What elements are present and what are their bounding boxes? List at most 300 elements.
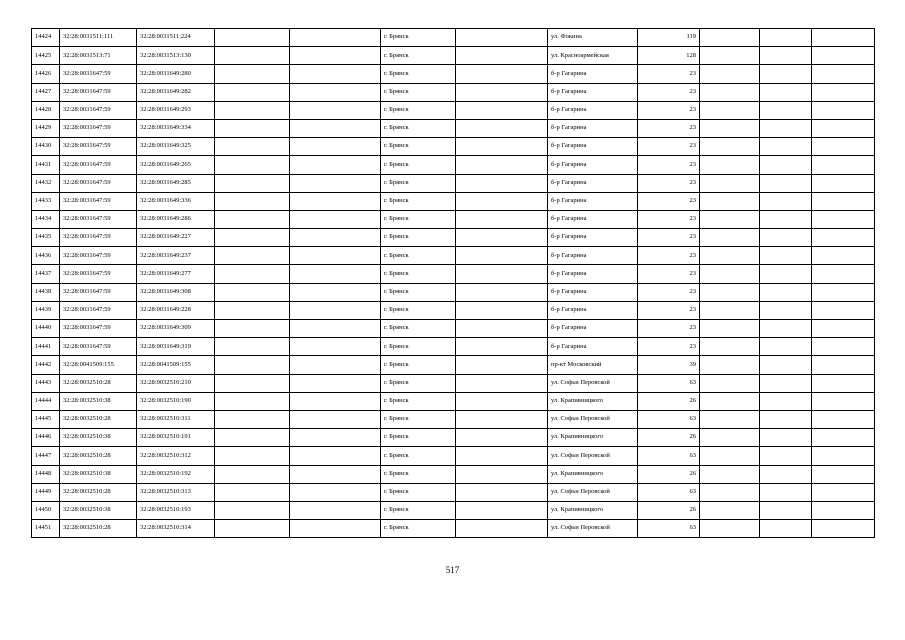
street-cell: ул. Софьи Перовской xyxy=(548,520,638,538)
empty-cell xyxy=(215,138,290,156)
empty-cell xyxy=(215,192,290,210)
house-number-cell: 23 xyxy=(638,301,700,319)
table-row xyxy=(32,83,875,101)
street-cell: б-р Гагарина xyxy=(548,301,638,319)
empty-cell xyxy=(215,374,290,392)
table-row xyxy=(32,320,875,338)
empty-cell xyxy=(215,338,290,356)
empty-cell xyxy=(812,320,875,338)
row-number-cell: 14441 xyxy=(32,338,60,356)
table-row xyxy=(32,520,875,538)
street-cell: б-р Гагарина xyxy=(548,65,638,83)
house-number-cell: 23 xyxy=(638,283,700,301)
locality-cell: г. Брянск xyxy=(381,465,456,483)
locality-cell: г. Брянск xyxy=(381,283,456,301)
object-cadastral-cell: 32:28:0032510:314 xyxy=(137,520,215,538)
empty-cell xyxy=(760,301,812,319)
locality-cell: г. Брянск xyxy=(381,119,456,137)
street-cell: б-р Гагарина xyxy=(548,83,638,101)
row-number-cell: 14451 xyxy=(32,520,60,538)
row-number-cell: 14449 xyxy=(32,483,60,501)
house-number-cell: 26 xyxy=(638,429,700,447)
locality-cell: г. Брянск xyxy=(381,83,456,101)
empty-cell xyxy=(760,501,812,519)
table-row xyxy=(32,429,875,447)
empty-cell xyxy=(760,29,812,47)
empty-cell xyxy=(456,265,548,283)
house-number-cell: 23 xyxy=(638,83,700,101)
land-cadastral-cell: 32:28:0031647:59 xyxy=(60,247,137,265)
object-cadastral-cell: 32:28:0031511:224 xyxy=(137,29,215,47)
object-cadastral-cell: 32:28:0032510:311 xyxy=(137,410,215,428)
empty-cell xyxy=(700,101,760,119)
locality-cell: г. Брянск xyxy=(381,65,456,83)
empty-cell xyxy=(215,65,290,83)
object-cadastral-cell: 32:28:0041509:155 xyxy=(137,356,215,374)
table-row xyxy=(32,65,875,83)
row-number-cell: 14439 xyxy=(32,301,60,319)
empty-cell xyxy=(215,392,290,410)
table-row xyxy=(32,283,875,301)
land-cadastral-cell: 32:28:0032510:38 xyxy=(60,465,137,483)
land-cadastral-cell: 32:28:0031511:111 xyxy=(60,29,137,47)
empty-cell xyxy=(456,338,548,356)
table-row xyxy=(32,374,875,392)
house-number-cell: 23 xyxy=(638,265,700,283)
empty-cell xyxy=(812,101,875,119)
empty-cell xyxy=(215,356,290,374)
empty-cell xyxy=(456,410,548,428)
row-number-cell: 14444 xyxy=(32,392,60,410)
empty-cell xyxy=(290,65,381,83)
empty-cell xyxy=(700,174,760,192)
table-row xyxy=(32,210,875,228)
locality-cell: г. Брянск xyxy=(381,210,456,228)
empty-cell xyxy=(215,119,290,137)
empty-cell xyxy=(812,392,875,410)
empty-cell xyxy=(215,156,290,174)
street-cell: ул. Крапивницкого xyxy=(548,429,638,447)
empty-cell xyxy=(700,210,760,228)
empty-cell xyxy=(812,429,875,447)
table-row xyxy=(32,265,875,283)
empty-cell xyxy=(812,283,875,301)
row-number-cell: 14442 xyxy=(32,356,60,374)
empty-cell xyxy=(700,356,760,374)
empty-cell xyxy=(456,374,548,392)
street-cell: ул. Крапивницкого xyxy=(548,501,638,519)
empty-cell xyxy=(456,392,548,410)
street-cell: ул. Софьи Перовской xyxy=(548,410,638,428)
empty-cell xyxy=(812,65,875,83)
empty-cell xyxy=(290,156,381,174)
empty-cell xyxy=(812,265,875,283)
empty-cell xyxy=(290,47,381,65)
street-cell: б-р Гагарина xyxy=(548,283,638,301)
empty-cell xyxy=(760,520,812,538)
empty-cell xyxy=(456,29,548,47)
house-number-cell: 23 xyxy=(638,338,700,356)
empty-cell xyxy=(700,265,760,283)
empty-cell xyxy=(812,29,875,47)
locality-cell: г. Брянск xyxy=(381,338,456,356)
locality-cell: г. Брянск xyxy=(381,192,456,210)
land-cadastral-cell: 32:28:0031647:59 xyxy=(60,138,137,156)
empty-cell xyxy=(812,338,875,356)
empty-cell xyxy=(456,210,548,228)
empty-cell xyxy=(700,374,760,392)
empty-cell xyxy=(760,483,812,501)
empty-cell xyxy=(760,210,812,228)
row-number-cell: 14435 xyxy=(32,229,60,247)
street-cell: б-р Гагарина xyxy=(548,320,638,338)
empty-cell xyxy=(760,192,812,210)
object-cadastral-cell: 32:28:0031649:309 xyxy=(137,320,215,338)
object-cadastral-cell: 32:28:0031649:265 xyxy=(137,156,215,174)
empty-cell xyxy=(760,374,812,392)
empty-cell xyxy=(456,301,548,319)
empty-cell xyxy=(290,119,381,137)
empty-cell xyxy=(215,47,290,65)
object-cadastral-cell: 32:28:0031649:237 xyxy=(137,247,215,265)
table-row xyxy=(32,410,875,428)
empty-cell xyxy=(290,247,381,265)
locality-cell: г. Брянск xyxy=(381,447,456,465)
house-number-cell: 23 xyxy=(638,320,700,338)
street-cell: ул. Крапивницкого xyxy=(548,392,638,410)
row-number-cell: 14447 xyxy=(32,447,60,465)
empty-cell xyxy=(812,374,875,392)
empty-cell xyxy=(215,83,290,101)
table-row xyxy=(32,447,875,465)
empty-cell xyxy=(812,247,875,265)
street-cell: ул. Крапивницкого xyxy=(548,465,638,483)
table-row xyxy=(32,119,875,137)
row-number-cell: 14448 xyxy=(32,465,60,483)
house-number-cell: 23 xyxy=(638,192,700,210)
row-number-cell: 14425 xyxy=(32,47,60,65)
row-number-cell: 14433 xyxy=(32,192,60,210)
locality-cell: г. Брянск xyxy=(381,174,456,192)
house-number-cell: 63 xyxy=(638,447,700,465)
house-number-cell: 119 xyxy=(638,29,700,47)
empty-cell xyxy=(215,29,290,47)
empty-cell xyxy=(456,447,548,465)
house-number-cell: 26 xyxy=(638,501,700,519)
empty-cell xyxy=(215,447,290,465)
empty-cell xyxy=(290,520,381,538)
empty-cell xyxy=(812,301,875,319)
empty-cell xyxy=(760,156,812,174)
street-cell: б-р Гагарина xyxy=(548,265,638,283)
empty-cell xyxy=(290,320,381,338)
table-row xyxy=(32,338,875,356)
house-number-cell: 128 xyxy=(638,47,700,65)
street-cell: б-р Гагарина xyxy=(548,229,638,247)
table-row xyxy=(32,356,875,374)
empty-cell xyxy=(760,447,812,465)
empty-cell xyxy=(760,83,812,101)
object-cadastral-cell: 32:28:0031649:227 xyxy=(137,229,215,247)
house-number-cell: 23 xyxy=(638,138,700,156)
row-number-cell: 14432 xyxy=(32,174,60,192)
empty-cell xyxy=(290,356,381,374)
street-cell: б-р Гагарина xyxy=(548,338,638,356)
locality-cell: г. Брянск xyxy=(381,229,456,247)
object-cadastral-cell: 32:28:0031649:336 xyxy=(137,192,215,210)
empty-cell xyxy=(812,174,875,192)
land-cadastral-cell: 32:28:0032510:28 xyxy=(60,447,137,465)
empty-cell xyxy=(812,210,875,228)
land-cadastral-cell: 32:28:0032510:28 xyxy=(60,520,137,538)
land-cadastral-cell: 32:28:0031513:71 xyxy=(60,47,137,65)
land-cadastral-cell: 32:28:0031647:59 xyxy=(60,119,137,137)
empty-cell xyxy=(760,338,812,356)
empty-cell xyxy=(215,410,290,428)
land-cadastral-cell: 32:28:0031647:59 xyxy=(60,301,137,319)
table-row xyxy=(32,247,875,265)
house-number-cell: 26 xyxy=(638,465,700,483)
object-cadastral-cell: 32:28:0031649:308 xyxy=(137,283,215,301)
empty-cell xyxy=(700,29,760,47)
empty-cell xyxy=(760,65,812,83)
house-number-cell: 63 xyxy=(638,410,700,428)
object-cadastral-cell: 32:28:0031649:285 xyxy=(137,174,215,192)
street-cell: б-р Гагарина xyxy=(548,192,638,210)
street-cell: ул. Софьи Перовской xyxy=(548,483,638,501)
house-number-cell: 23 xyxy=(638,229,700,247)
empty-cell xyxy=(700,410,760,428)
empty-cell xyxy=(290,392,381,410)
house-number-cell: 63 xyxy=(638,483,700,501)
empty-cell xyxy=(456,229,548,247)
empty-cell xyxy=(456,320,548,338)
empty-cell xyxy=(700,392,760,410)
registry-table-body xyxy=(32,29,875,538)
empty-cell xyxy=(760,101,812,119)
empty-cell xyxy=(700,65,760,83)
row-number-cell: 14450 xyxy=(32,501,60,519)
land-cadastral-cell: 32:28:0031647:59 xyxy=(60,265,137,283)
empty-cell xyxy=(760,356,812,374)
empty-cell xyxy=(760,265,812,283)
street-cell: б-р Гагарина xyxy=(548,101,638,119)
empty-cell xyxy=(456,247,548,265)
empty-cell xyxy=(812,138,875,156)
empty-cell xyxy=(215,229,290,247)
land-cadastral-cell: 32:28:0031647:59 xyxy=(60,101,137,119)
empty-cell xyxy=(290,301,381,319)
object-cadastral-cell: 32:28:0032510:210 xyxy=(137,374,215,392)
house-number-cell: 23 xyxy=(638,156,700,174)
empty-cell xyxy=(215,101,290,119)
empty-cell xyxy=(812,229,875,247)
empty-cell xyxy=(812,156,875,174)
empty-cell xyxy=(700,520,760,538)
house-number-cell: 23 xyxy=(638,101,700,119)
locality-cell: г. Брянск xyxy=(381,374,456,392)
empty-cell xyxy=(215,483,290,501)
empty-cell xyxy=(215,174,290,192)
empty-cell xyxy=(290,265,381,283)
empty-cell xyxy=(812,83,875,101)
object-cadastral-cell: 32:28:0031649:286 xyxy=(137,210,215,228)
empty-cell xyxy=(812,501,875,519)
empty-cell xyxy=(290,83,381,101)
object-cadastral-cell: 32:28:0032510:313 xyxy=(137,483,215,501)
street-cell: ул. Софьи Перовской xyxy=(548,374,638,392)
row-number-cell: 14424 xyxy=(32,29,60,47)
empty-cell xyxy=(215,247,290,265)
street-cell: б-р Гагарина xyxy=(548,247,638,265)
empty-cell xyxy=(290,447,381,465)
table-row xyxy=(32,138,875,156)
land-cadastral-cell: 32:28:0032510:38 xyxy=(60,429,137,447)
empty-cell xyxy=(812,410,875,428)
street-cell: пр-кт Московский xyxy=(548,356,638,374)
locality-cell: г. Брянск xyxy=(381,265,456,283)
empty-cell xyxy=(700,138,760,156)
table-row xyxy=(32,392,875,410)
empty-cell xyxy=(290,410,381,428)
table-row xyxy=(32,156,875,174)
empty-cell xyxy=(700,247,760,265)
empty-cell xyxy=(290,338,381,356)
street-cell: б-р Гагарина xyxy=(548,210,638,228)
page-number: 517 xyxy=(445,565,460,575)
empty-cell xyxy=(290,283,381,301)
land-cadastral-cell: 32:28:0041509:155 xyxy=(60,356,137,374)
empty-cell xyxy=(456,174,548,192)
empty-cell xyxy=(215,520,290,538)
house-number-cell: 63 xyxy=(638,374,700,392)
empty-cell xyxy=(760,465,812,483)
house-number-cell: 23 xyxy=(638,174,700,192)
object-cadastral-cell: 32:28:0032510:312 xyxy=(137,447,215,465)
row-number-cell: 14427 xyxy=(32,83,60,101)
land-cadastral-cell: 32:28:0031647:59 xyxy=(60,174,137,192)
empty-cell xyxy=(760,247,812,265)
row-number-cell: 14443 xyxy=(32,374,60,392)
empty-cell xyxy=(700,465,760,483)
object-cadastral-cell: 32:28:0031649:280 xyxy=(137,65,215,83)
empty-cell xyxy=(760,429,812,447)
object-cadastral-cell: 32:28:0031513:130 xyxy=(137,47,215,65)
empty-cell xyxy=(215,501,290,519)
land-cadastral-cell: 32:28:0031647:59 xyxy=(60,320,137,338)
empty-cell xyxy=(456,501,548,519)
empty-cell xyxy=(456,138,548,156)
row-number-cell: 14429 xyxy=(32,119,60,137)
empty-cell xyxy=(812,447,875,465)
land-cadastral-cell: 32:28:0032510:28 xyxy=(60,410,137,428)
table-row xyxy=(32,47,875,65)
object-cadastral-cell: 32:28:0032510:192 xyxy=(137,465,215,483)
table-row xyxy=(32,101,875,119)
land-cadastral-cell: 32:28:0031647:59 xyxy=(60,338,137,356)
empty-cell xyxy=(812,119,875,137)
object-cadastral-cell: 32:28:0031649:319 xyxy=(137,338,215,356)
street-cell: ул. Фокина xyxy=(548,29,638,47)
land-cadastral-cell: 32:28:0031647:59 xyxy=(60,192,137,210)
row-number-cell: 14437 xyxy=(32,265,60,283)
empty-cell xyxy=(456,520,548,538)
row-number-cell: 14431 xyxy=(32,156,60,174)
empty-cell xyxy=(215,320,290,338)
empty-cell xyxy=(812,483,875,501)
empty-cell xyxy=(812,192,875,210)
table-row xyxy=(32,501,875,519)
table-row xyxy=(32,229,875,247)
object-cadastral-cell: 32:28:0032510:190 xyxy=(137,392,215,410)
empty-cell xyxy=(700,320,760,338)
empty-cell xyxy=(215,429,290,447)
empty-cell xyxy=(215,283,290,301)
empty-cell xyxy=(456,483,548,501)
empty-cell xyxy=(812,47,875,65)
empty-cell xyxy=(700,447,760,465)
empty-cell xyxy=(215,210,290,228)
empty-cell xyxy=(760,119,812,137)
street-cell: б-р Гагарина xyxy=(548,156,638,174)
row-number-cell: 14436 xyxy=(32,247,60,265)
street-cell: б-р Гагарина xyxy=(548,174,638,192)
row-number-cell: 14445 xyxy=(32,410,60,428)
empty-cell xyxy=(700,47,760,65)
land-cadastral-cell: 32:28:0032510:28 xyxy=(60,483,137,501)
empty-cell xyxy=(760,229,812,247)
empty-cell xyxy=(700,156,760,174)
empty-cell xyxy=(700,83,760,101)
empty-cell xyxy=(700,119,760,137)
empty-cell xyxy=(290,101,381,119)
empty-cell xyxy=(700,483,760,501)
table-row xyxy=(32,465,875,483)
row-number-cell: 14446 xyxy=(32,429,60,447)
empty-cell xyxy=(760,138,812,156)
empty-cell xyxy=(700,229,760,247)
locality-cell: г. Брянск xyxy=(381,429,456,447)
land-cadastral-cell: 32:28:0032510:28 xyxy=(60,374,137,392)
locality-cell: г. Брянск xyxy=(381,392,456,410)
row-number-cell: 14430 xyxy=(32,138,60,156)
locality-cell: г. Брянск xyxy=(381,47,456,65)
street-cell: б-р Гагарина xyxy=(548,119,638,137)
house-number-cell: 26 xyxy=(638,392,700,410)
empty-cell xyxy=(456,101,548,119)
object-cadastral-cell: 32:28:0031649:277 xyxy=(137,265,215,283)
empty-cell xyxy=(456,465,548,483)
locality-cell: г. Брянск xyxy=(381,156,456,174)
row-number-cell: 14426 xyxy=(32,65,60,83)
table-row xyxy=(32,192,875,210)
empty-cell xyxy=(290,483,381,501)
land-cadastral-cell: 32:28:0031647:59 xyxy=(60,229,137,247)
empty-cell xyxy=(456,119,548,137)
empty-cell xyxy=(290,501,381,519)
object-cadastral-cell: 32:28:0031649:228 xyxy=(137,301,215,319)
empty-cell xyxy=(290,374,381,392)
locality-cell: г. Брянск xyxy=(381,138,456,156)
empty-cell xyxy=(215,465,290,483)
land-cadastral-cell: 32:28:0032510:38 xyxy=(60,501,137,519)
table-row xyxy=(32,29,875,47)
empty-cell xyxy=(760,47,812,65)
street-cell: б-р Гагарина xyxy=(548,138,638,156)
empty-cell xyxy=(812,465,875,483)
house-number-cell: 23 xyxy=(638,247,700,265)
empty-cell xyxy=(700,283,760,301)
